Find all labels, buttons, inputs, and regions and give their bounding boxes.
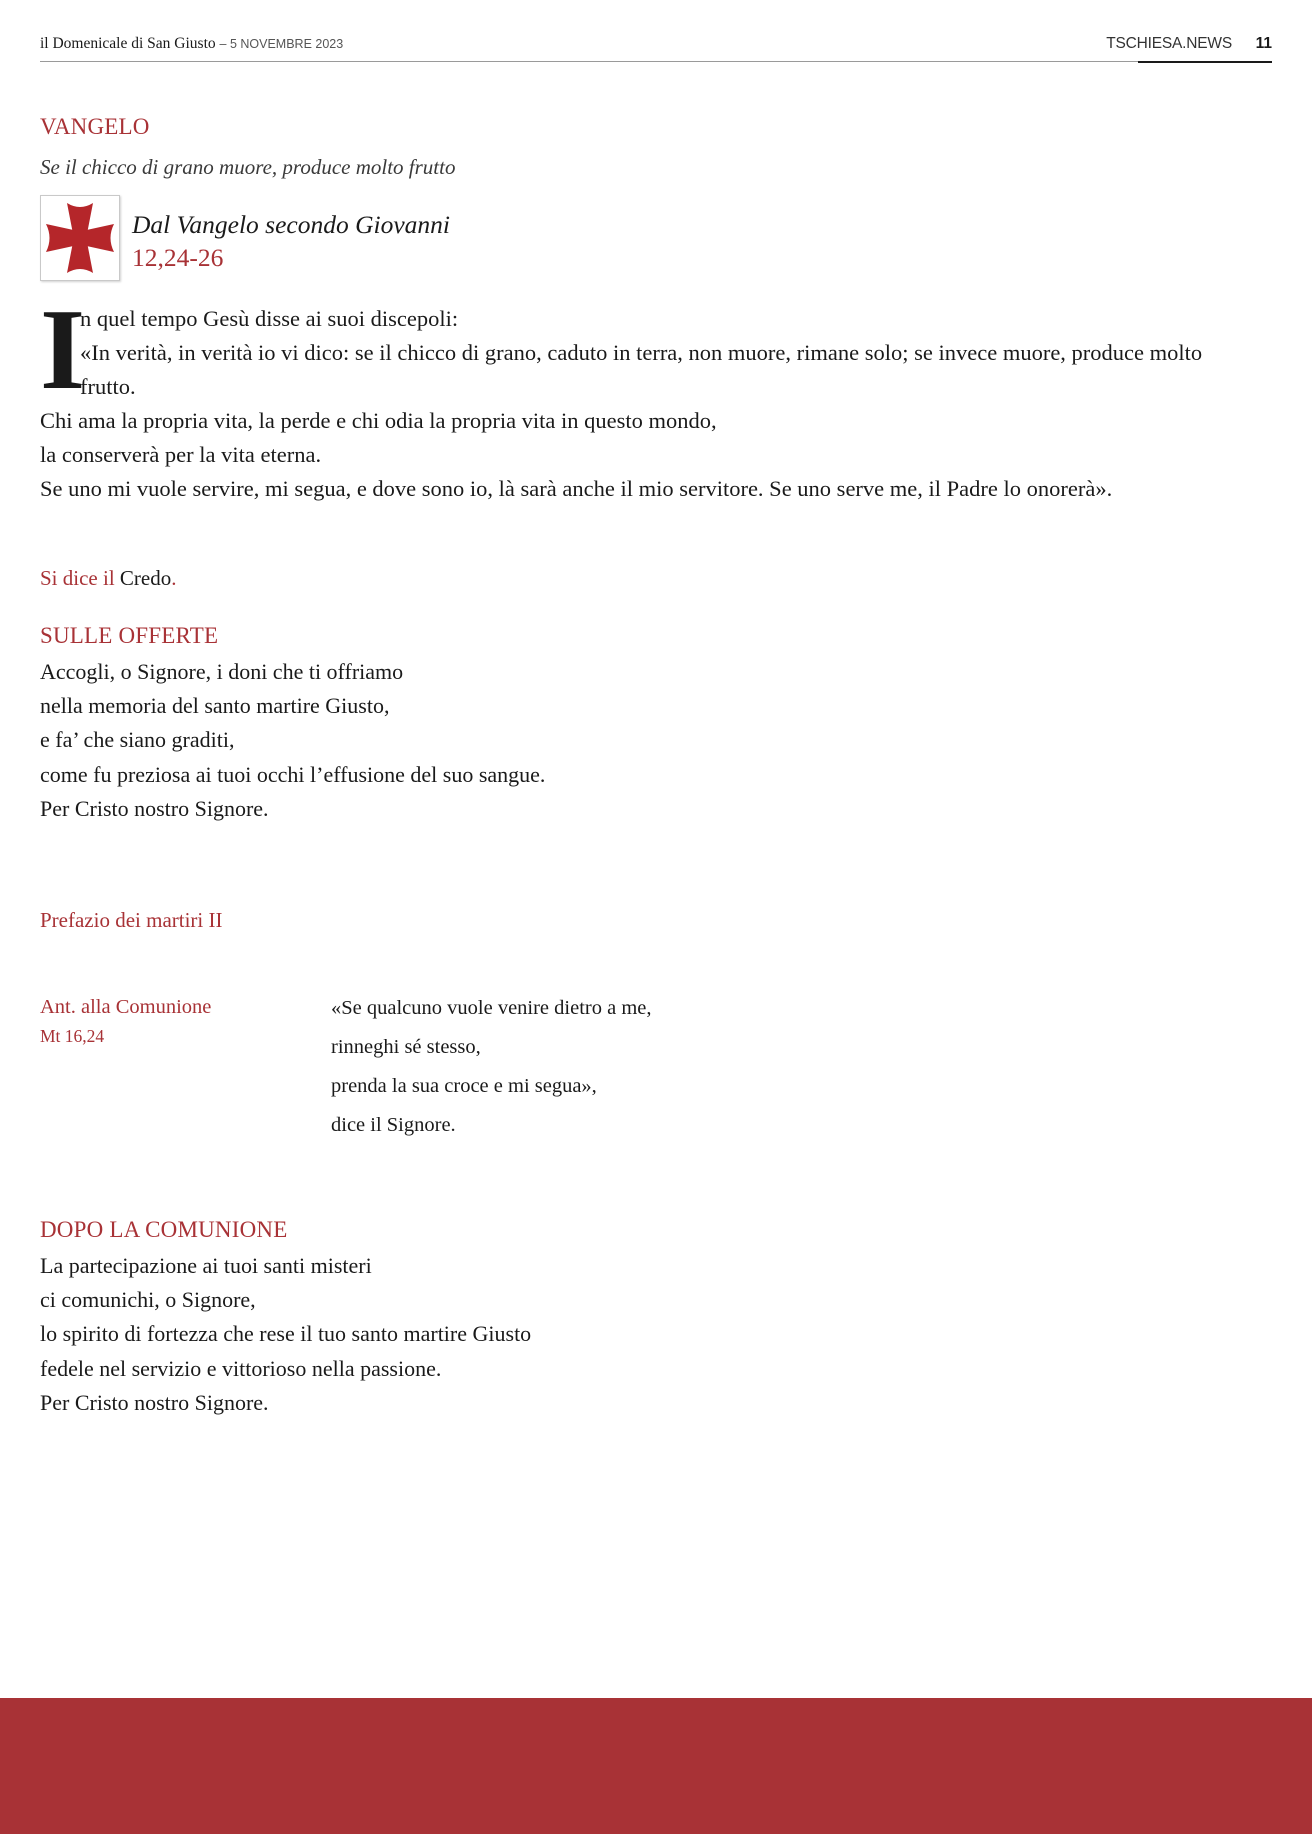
- gospel-reference: 12,24-26: [132, 243, 224, 272]
- dopo-text: [40, 1249, 531, 1420]
- gospel-line: la conserverà per la vita eterna.: [40, 442, 322, 468]
- offerte-line: come fu preziosa ai tuoi occhi l’effusione del suo sangue.: [40, 761, 546, 787]
- templar-cross-icon: [40, 195, 120, 281]
- offerte-line: nella memoria del santo martire Giusto,: [40, 693, 390, 719]
- header-rule-accent: [1138, 61, 1272, 63]
- vangelo-subtitle: Se il chicco di grano muore, produce molto frutto: [40, 155, 456, 179]
- dopo-line: Per Cristo nostro Signore.: [40, 1389, 269, 1415]
- gospel-line: frutto.: [80, 374, 136, 400]
- antifona-line: dice il Signore.: [331, 1114, 456, 1136]
- antifona-text: [331, 989, 652, 1145]
- page-header: [40, 33, 1272, 61]
- vangelo-title: VANGELO: [40, 114, 150, 139]
- gospel-line: Se uno mi vuole servire, mi segua, e dove sono io, là sarà anche il mio servitore. Se uno serve me, il Padre lo onorerà».: [40, 476, 1113, 502]
- offerte-line: e fa’ che siano graditi,: [40, 727, 235, 753]
- offerte-text: [40, 655, 545, 826]
- credo-word: Credo: [119, 566, 172, 590]
- antifona-label: Ant. alla Comunione: [40, 996, 212, 1018]
- publication-name: [40, 35, 343, 53]
- antifona-line: rinneghi sé stesso,: [331, 1036, 481, 1058]
- prefazio: Prefazio dei martiri II: [40, 908, 223, 932]
- gospel-book: Dal Vangelo secondo Giovanni: [132, 210, 450, 239]
- offerte-title: SULLE OFFERTE: [40, 623, 219, 648]
- page-number: 11: [1255, 35, 1272, 52]
- footer-band: [0, 1698, 1312, 1834]
- dopo-line: La partecipazione ai tuoi santi misteri: [40, 1253, 372, 1278]
- dopo-line: ci comunichi, o Signore,: [40, 1287, 256, 1313]
- site-name: TSCHIESA.NEWS: [1106, 35, 1232, 52]
- gospel-lines-indented: [80, 302, 1272, 405]
- gospel-line: Chi ama la propria vita, la perde e chi odia la propria vita in questo mondo,: [40, 408, 717, 433]
- dopo-title: DOPO LA COMUNIONE: [40, 1217, 288, 1242]
- antifona-reference: Mt 16,24: [40, 1026, 105, 1046]
- gospel-line: n quel tempo Gesù disse ai suoi discepoli:: [80, 306, 459, 331]
- publication-title: il Domenicale di San Giusto: [40, 35, 216, 52]
- gospel-lines: [40, 404, 1272, 507]
- dopo-line: lo spirito di fortezza che rese il tuo santo martire Giusto: [40, 1321, 532, 1347]
- dopo-line: fedele nel servizio e vittorioso nella passione.: [40, 1355, 442, 1381]
- antifona-line: prenda la sua croce e mi segua»,: [331, 1075, 597, 1097]
- templar-cross-graphic: [41, 196, 119, 280]
- offerte-line: Accogli, o Signore, i doni che ti offriamo: [40, 659, 404, 684]
- header-rule: [40, 61, 1272, 62]
- credo-prefix: Si dice il: [40, 566, 115, 590]
- credo-note: [40, 566, 177, 591]
- credo-suffix: .: [171, 566, 177, 590]
- offerte-line: Per Cristo nostro Signore.: [40, 795, 269, 821]
- antifona-line: «Se qualcuno vuole venire dietro a me,: [331, 997, 652, 1019]
- publication-date: – 5 NOVEMBRE 2023: [219, 37, 344, 51]
- drop-cap: I: [40, 286, 86, 414]
- gospel-line: «In verità, in verità io vi dico: se il chicco di grano, caduto in terra, non muore, rimane solo; se invece muore, produce molto: [80, 340, 1203, 366]
